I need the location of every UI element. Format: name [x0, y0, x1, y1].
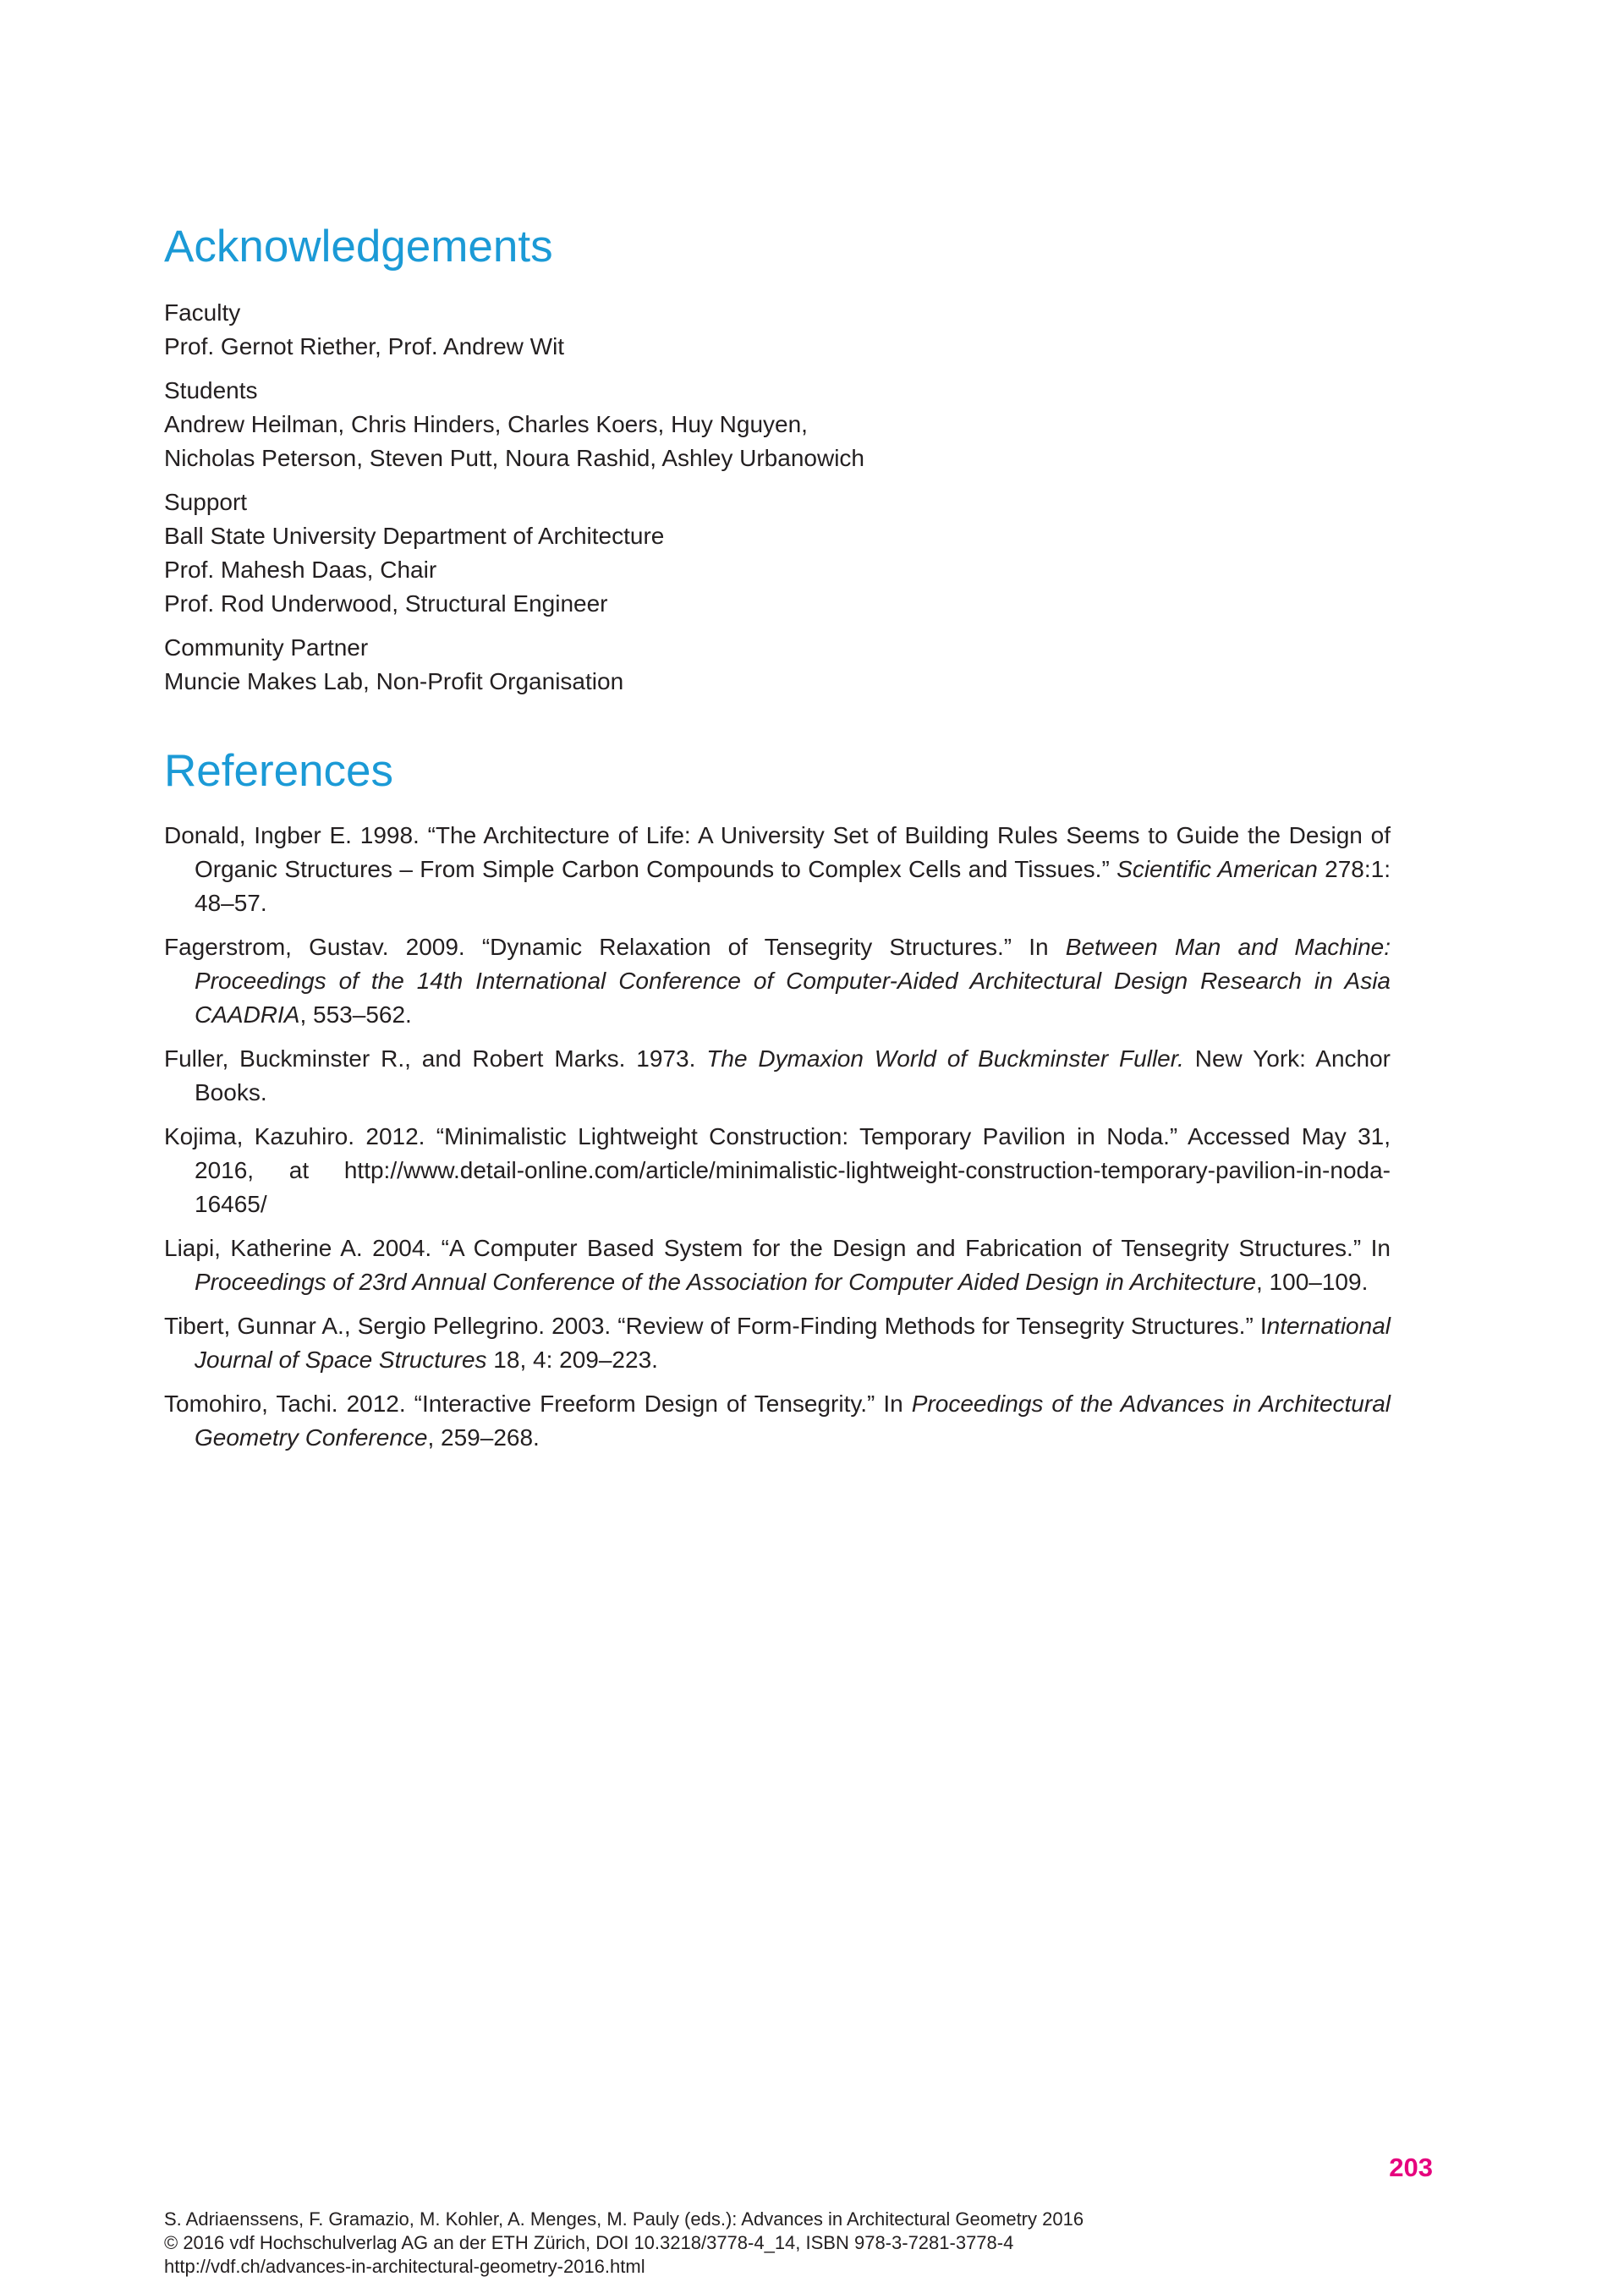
ack-line: Prof. Mahesh Daas, Chair — [164, 557, 437, 583]
ack-group-community-partner — [164, 631, 1391, 699]
ack-group-heading: Faculty — [164, 299, 241, 326]
reference-italic: The Dymaxion World of Buckminster Fuller. — [706, 1045, 1184, 1072]
reference-italic: nternational Journal of Space Structures — [195, 1313, 1391, 1373]
reference-text: Tomohiro, Tachi. 2012. “Interactive Freeform Design of Tensegrity.” In — [164, 1391, 912, 1417]
reference-item — [164, 1042, 1391, 1110]
reference-item — [164, 930, 1391, 1032]
ack-group-faculty — [164, 296, 1391, 364]
reference-text-end: , 100–109. — [1256, 1269, 1369, 1295]
reference-text: Fagerstrom, Gustav. 2009. “Dynamic Relaxation of Tensegrity Structures.” In — [164, 934, 1066, 960]
reference-item — [164, 1120, 1391, 1221]
acknowledgements-heading: Acknowledgements — [164, 222, 553, 272]
reference-text-end: New York: Anchor Books. — [195, 1045, 1391, 1105]
reference-text: Liapi, Katherine A. 2004. “A Computer Based System for the Design and Fabrication of Tensegrity Structures.” In — [164, 1235, 1391, 1261]
reference-text-end: , 259–268. — [427, 1424, 540, 1451]
reference-italic: Scientific American — [1116, 856, 1318, 882]
reference-text: Donald, Ingber E. 1998. “The Architecture of Life: A University Set of Building Rules Seems to Guide the Design of Organic Structures – From Simple Carbon Compounds to Complex Cells and Tissues.” — [164, 822, 1391, 882]
ack-line: Prof. Rod Underwood, Structural Engineer — [164, 590, 608, 617]
references-heading: References — [164, 746, 394, 796]
reference-italic: Proceedings of the Advances in Architectural Geometry Conference — [195, 1391, 1391, 1451]
acknowledgements-section — [164, 296, 1391, 699]
footer-line-citation: S. Adriaenssens, F. Gramazio, M. Kohler, A. Menges, M. Pauly (eds.): Advances in Architectural Geometry 2016 — [164, 2208, 1084, 2230]
footer — [164, 2208, 1084, 2279]
ack-group-heading: Community Partner — [164, 634, 369, 661]
content — [164, 218, 1391, 1465]
reference-text: Fuller, Buckminster R., and Robert Marks. 1973. — [164, 1045, 707, 1072]
reference-text: Tibert, Gunnar A., Sergio Pellegrino. 2003. “Review of Form-Finding Methods for Tensegrity Structures.” I — [164, 1313, 1267, 1339]
reference-item — [164, 1309, 1391, 1377]
ack-group-support — [164, 485, 1391, 621]
ack-line: Prof. Gernot Riether, Prof. Andrew Wit — [164, 333, 565, 359]
ack-group-heading: Students — [164, 377, 258, 403]
reference-item — [164, 1232, 1391, 1299]
reference-text-end: , 553–562. — [299, 1001, 412, 1028]
ack-group-students — [164, 374, 1391, 475]
ack-line: Nicholas Peterson, Steven Putt, Noura Rashid, Ashley Urbanowich — [164, 445, 864, 471]
references-list — [164, 819, 1391, 1455]
reference-italic: Between Man and Machine: Proceedings of the 14th International Conference of Computer-Aided Architectural Design Research in Asia CAADRIA — [195, 934, 1391, 1028]
reference-text-end: 278:1: 48–57. — [195, 856, 1391, 916]
ack-group-heading: Support — [164, 489, 248, 515]
reference-item — [164, 1387, 1391, 1455]
reference-italic: Proceedings of 23rd Annual Conference of the Association for Computer Aided Design in Architecture — [195, 1269, 1256, 1295]
ack-line: Ball State University Department of Architecture — [164, 523, 665, 549]
ack-line: Muncie Makes Lab, Non-Profit Organisation — [164, 668, 624, 694]
reference-text: Kojima, Kazuhiro. 2012. “Minimalistic Lightweight Construction: Temporary Pavilion in Noda.” Accessed May 31, 2016, at http://www.detail-online.com/article/minimalistic-lightweight-construction-temporary-pavilion-in-noda-16465/ — [164, 1123, 1391, 1217]
footer-line-copyright: © 2016 vdf Hochschulverlag AG an der ETH Zürich, DOI 10.3218/3778-4_14, ISBN 978-3-7281-3778-4 — [164, 2232, 1014, 2253]
reference-text-end: 18, 4: 209–223. — [486, 1347, 658, 1373]
reference-item — [164, 819, 1391, 920]
page-number: 203 — [1389, 2153, 1433, 2182]
ack-line: Andrew Heilman, Chris Hinders, Charles Koers, Huy Nguyen, — [164, 411, 808, 437]
footer-line-url[interactable]: http://vdf.ch/advances-in-architectural-geometry-2016.html — [164, 2256, 645, 2277]
